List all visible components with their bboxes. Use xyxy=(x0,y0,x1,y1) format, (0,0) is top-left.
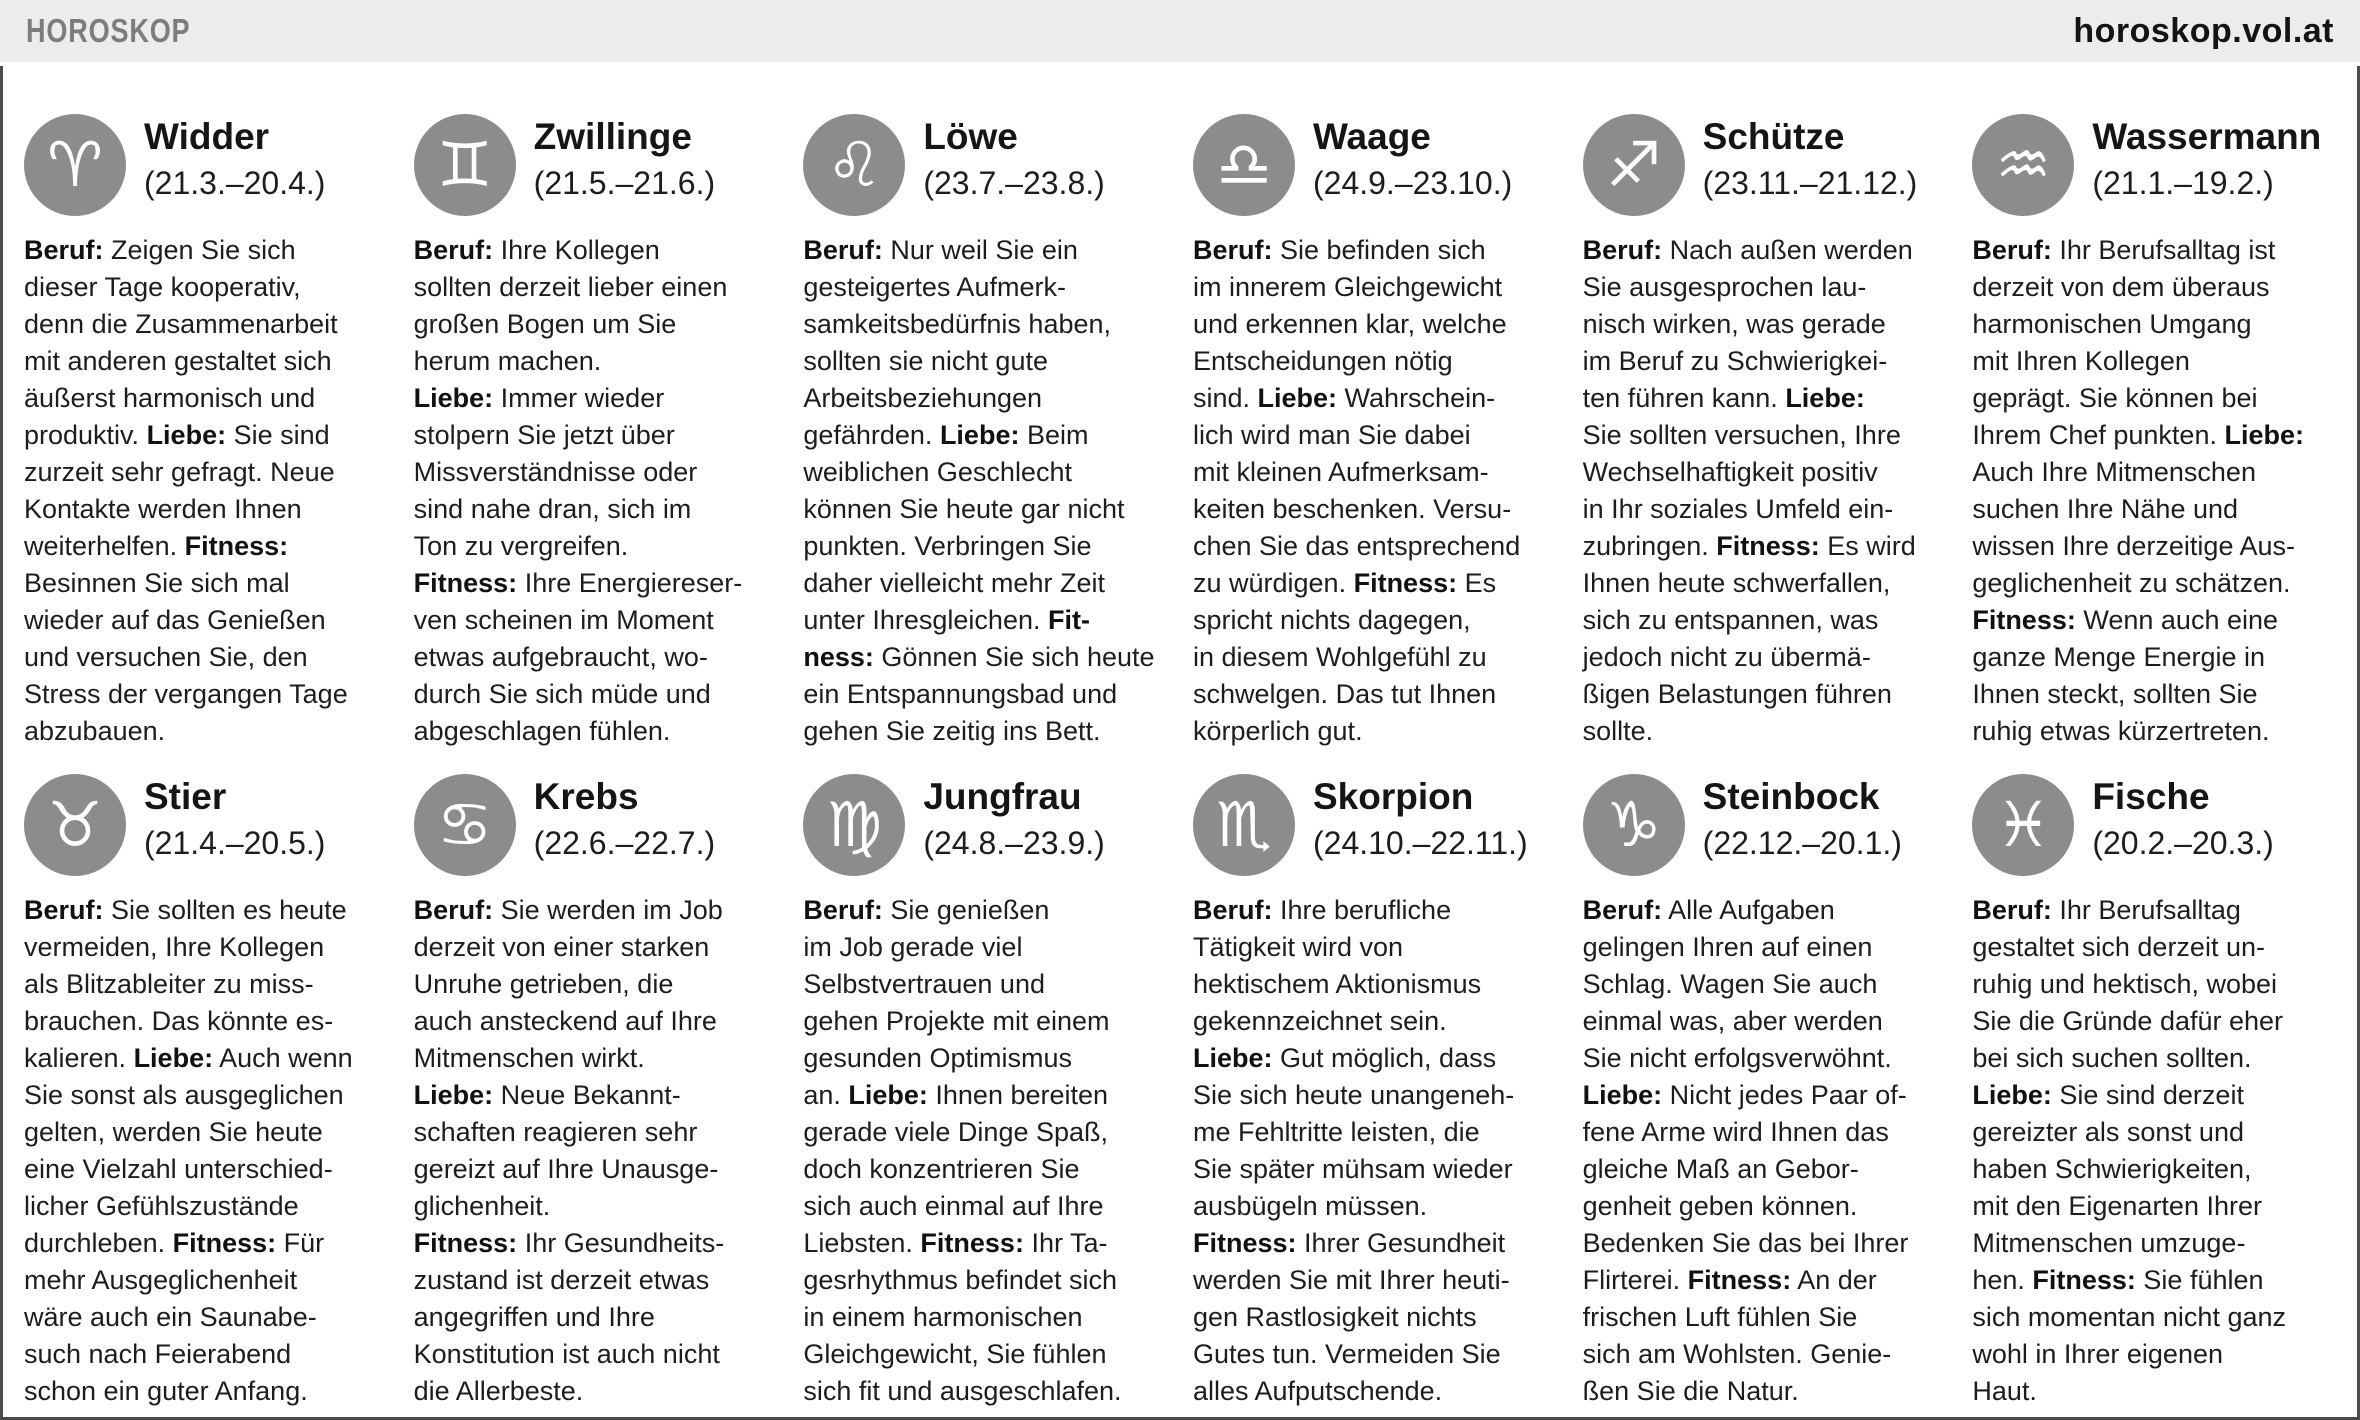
scorpio-scorpion-icon: ♏ xyxy=(1193,774,1295,876)
site-url-text: horoskop.vol.at xyxy=(2073,11,2334,50)
masthead xyxy=(0,0,2360,62)
sign-header xyxy=(1193,114,1557,216)
sign-name: Krebs xyxy=(533,776,639,817)
page-edge-left-line xyxy=(0,66,3,1420)
sign-header xyxy=(1972,774,2336,876)
cancer-crab-icon: ♋ xyxy=(414,774,516,876)
gemini-twins-icon: ♊ xyxy=(414,114,516,216)
sign-horoscope-text: Beruf: Ihre berufliche Tätigkeit wird von hektischem Aktionismus gekennzeichnet sein. Liebe: Gut möglich, dass Sie sich heute unangeneh- me Fehltritte leisten, die Sie später mühsam wieder ausbügeln müssen. Fitness: Ihrer Gesundheit werden Sie mit Ihrer heuti- gen Rastlosigkeit nichts Gutes tun. Vermeiden Sie alles Aufputschende. xyxy=(1192,895,1515,1406)
sign-card xyxy=(24,114,388,750)
sign-name: Steinbock xyxy=(1702,776,1880,817)
sign-horoscope-text: Beruf: Sie befinden sich im innerem Gleichgewicht und erkennen klar, welche Entscheidungen nötig sind. Liebe: Wahrschein- lich wird man Sie dabei mit kleinen Aufmerksam- keiten beschenken. Versu- chen Sie das entsprechend zu würdigen. Fitness: Es spricht nichts dagegen, in diesem Wohlgefühl zu schwelgen. Das tut Ihnen körperlich gut. xyxy=(1192,235,1521,746)
sign-date-range: (20.2.–20.3.) xyxy=(2092,824,2274,861)
sign-date-range: (24.10.–22.11.) xyxy=(1312,824,1528,861)
sign-horoscope-text: Beruf: Ihr Berufsalltag gestaltet sich derzeit un- ruhig und hektisch, wobei Sie die Gründe dafür eher bei sich suchen sollten. Liebe: Sie sind derzeit gereizter als sonst und haben Schwierigkeiten, mit den Eigenarten Ihrer Mitmenschen umzuge- hen. Fitness: Sie fühlen sich momentan nicht ganz wohl in Ihrer eigenen Haut. xyxy=(1972,895,2286,1406)
sign-title-block xyxy=(2092,114,2321,203)
sign-title-block xyxy=(534,114,715,203)
sign-horoscope-text: Beruf: Alle Aufgaben gelingen Ihren auf einen Schlag. Wagen Sie auch einmal was, aber werden Sie nicht erfolgsverwöhnt. Liebe: Nicht jedes Paar of- fene Arme wird Ihnen das gleiche Maß an Gebor- genheit geben können. Bedenken Sie das bei Ihrer Flirterei. Fitness: An der frischen Luft fühlen Sie sich am Wohlsten. Genie- ßen Sie die Natur. xyxy=(1582,895,1909,1406)
sign-title-block xyxy=(534,774,715,863)
leo-lion-icon: ♌ xyxy=(803,114,905,216)
sign-date-range: (22.6.–22.7.) xyxy=(533,824,716,861)
sign-horoscope-text: Beruf: Sie genießen im Job gerade viel Selbstvertrauen und gehen Projekte mit einem gesunden Optimismus an. Liebe: Ihnen bereiten gerade viele Dinge Spaß, doch konzentrieren Sie sich auch einmal auf Ihre Liebsten. Fitness: Ihr Ta- gesrhythmus befindet sich in einem harmonischen Gleichgewicht, Sie fühlen sich fit und ausgeschlafen. xyxy=(803,895,1122,1406)
sign-header xyxy=(24,114,388,216)
sign-name: Jungfrau xyxy=(923,776,1082,817)
sign-horoscope-text: Beruf: Sie werden im Job derzeit von einer starken Unruhe getrieben, die auch ansteckend auf Ihre Mitmenschen wirkt. Liebe: Neue Bekannt- schaften reagieren sehr gereizt auf Ihre Unausge- glichenheit. Fitness: Ihr Gesundheits- zustand ist derzeit etwas angegriffen und Ihre Konstitution ist auch nicht die Allerbeste. xyxy=(413,895,725,1406)
taurus-bull-icon: ♉ xyxy=(24,774,126,876)
sign-name: Wassermann xyxy=(2092,116,2322,157)
sign-horoscope-text: Beruf: Sie sollten es heute vermeiden, Ihre Kollegen als Blitzableiter zu miss- brauchen. Das könnte es- kalieren. Liebe: Auch wenn Sie sonst als ausgeglichen gelten, werden Sie heute eine Vielzahl unterschied- licher Gefühlszustände durchleben. Fitness: Für mehr Ausgeglichenheit wäre auch ein Saunabe- such nach Feierabend schon ein guter Anfang. xyxy=(24,895,353,1406)
sign-date-range: (21.1.–19.2.) xyxy=(2092,164,2274,201)
sign-date-range: (21.5.–21.6.) xyxy=(533,164,716,201)
sign-date-range: (22.12.–20.1.) xyxy=(1702,824,1902,861)
sign-date-range: (23.7.–23.8.) xyxy=(923,164,1105,201)
sign-header xyxy=(414,114,778,216)
sign-header xyxy=(1583,774,1947,876)
sign-horoscope-text: Beruf: Nur weil Sie ein gesteigertes Aufmerk- samkeitsbedürfnis haben, sollten sie nicht gute Arbeitsbeziehungen gefährden. Liebe: Beim weiblichen Geschlecht können Sie heute gar nicht punkten. Verbringen Sie daher vielleicht mehr Zeit unter Ihresgleichen. Fit- ness: Gönnen Sie sich heute ein Entspannungsbad und gehen Sie zeitig ins Bett. xyxy=(803,235,1155,746)
sign-name: Skorpion xyxy=(1312,776,1474,817)
sign-title-block xyxy=(1313,114,1512,203)
sign-card xyxy=(1193,114,1557,750)
capricorn-goat-icon: ♑ xyxy=(1583,774,1685,876)
sign-header xyxy=(1972,114,2336,216)
sign-name: Löwe xyxy=(923,116,1018,157)
sign-card xyxy=(414,774,778,1410)
sign-name: Zwillinge xyxy=(533,116,692,157)
sign-card xyxy=(414,114,778,750)
sign-header xyxy=(803,774,1167,876)
sign-card xyxy=(24,774,388,1410)
sign-date-range: (21.3.–20.4.) xyxy=(144,164,326,201)
pisces-fish-icon: ♓ xyxy=(1972,774,2074,876)
sign-title-block xyxy=(1703,774,1902,863)
sign-card xyxy=(803,774,1167,1410)
sign-header xyxy=(1583,114,1947,216)
sign-name: Schütze xyxy=(1702,116,1845,157)
sign-card xyxy=(1193,774,1557,1410)
sign-card xyxy=(803,114,1167,750)
sign-title-block xyxy=(2092,774,2273,863)
page-title: HOROSKOP xyxy=(26,12,191,49)
sign-title-block xyxy=(923,774,1104,863)
sign-date-range: (24.8.–23.9.) xyxy=(923,824,1105,861)
sign-card xyxy=(1972,774,2336,1410)
sagittarius-archer-icon: ♐ xyxy=(1583,114,1685,216)
sign-name: Stier xyxy=(144,776,227,817)
sign-header xyxy=(414,774,778,876)
libra-scales-icon: ♎ xyxy=(1193,114,1295,216)
sign-name: Widder xyxy=(144,116,270,157)
sign-horoscope-text: Beruf: Nach außen werden Sie ausgesprochen lau- nisch wirken, was gerade im Beruf zu Schwierigkei- ten führen kann. Liebe: Sie sollten versuchen, Ihre Wechselhaftigkeit positiv in Ihr soziales Umfeld ein- zubringen. Fitness: Es wird Ihnen heute schwerfallen, sich zu entspannen, was jedoch nicht zu übermä- ßigen Belastungen führen sollte. xyxy=(1582,235,1916,746)
sign-title-block xyxy=(1703,114,1918,203)
sign-title-block xyxy=(144,774,325,863)
sign-card xyxy=(1583,774,1947,1410)
sign-name: Fische xyxy=(2092,776,2210,817)
sign-date-range: (24.9.–23.10.) xyxy=(1312,164,1513,201)
sign-title-block xyxy=(923,114,1104,203)
sign-name: Waage xyxy=(1312,116,1431,157)
sign-card xyxy=(1583,114,1947,750)
sign-title-block xyxy=(1313,774,1528,863)
sign-horoscope-text: Beruf: Zeigen Sie sich dieser Tage kooperativ, denn die Zusammenarbeit mit anderen gestaltet sich äußerst harmonisch und produktiv. Liebe: Sie sind zurzeit sehr gefragt. Neue Kontakte werden Ihnen weiterhelfen. Fitness: Besinnen Sie sich mal wieder auf das Genießen und versuchen Sie, den Stress der vergangen Tage abzubauen. xyxy=(24,235,348,746)
sign-header xyxy=(803,114,1167,216)
sign-header xyxy=(1193,774,1557,876)
aries-ram-icon: ♈ xyxy=(24,114,126,216)
sign-date-range: (23.11.–21.12.) xyxy=(1702,164,1918,201)
aquarius-water-bearer-icon: ♒ xyxy=(1972,114,2074,216)
sign-header xyxy=(24,774,388,876)
horoscope-grid xyxy=(0,62,2360,1410)
sign-card xyxy=(1972,114,2336,750)
sign-date-range: (21.4.–20.5.) xyxy=(144,824,326,861)
sign-horoscope-text: Beruf: Ihre Kollegen sollten derzeit lieber einen großen Bogen um Sie herum machen. Liebe: Immer wieder stolpern Sie jetzt über Missverständnisse oder sind nahe dran, sich im Ton zu vergreifen. Fitness: Ihre Energiereser- ven scheinen im Moment etwas aufgebraucht, wo- durch Sie sich müde und abgeschlagen fühlen. xyxy=(413,235,743,746)
sign-title-block xyxy=(144,114,325,203)
virgo-maiden-icon: ♍ xyxy=(803,774,905,876)
sign-horoscope-text: Beruf: Ihr Berufsalltag ist derzeit von dem überaus harmonischen Umgang mit Ihren Kollegen geprägt. Sie können bei Ihrem Chef punkten. Liebe: Auch Ihre Mitmenschen suchen Ihre Nähe und wissen Ihre derzeitige Aus- geglichenheit zu schätzen. Fitness: Wenn auch eine ganze Menge Energie in Ihnen steckt, sollten Sie ruhig etwas kürzertreten. xyxy=(1972,235,2304,746)
